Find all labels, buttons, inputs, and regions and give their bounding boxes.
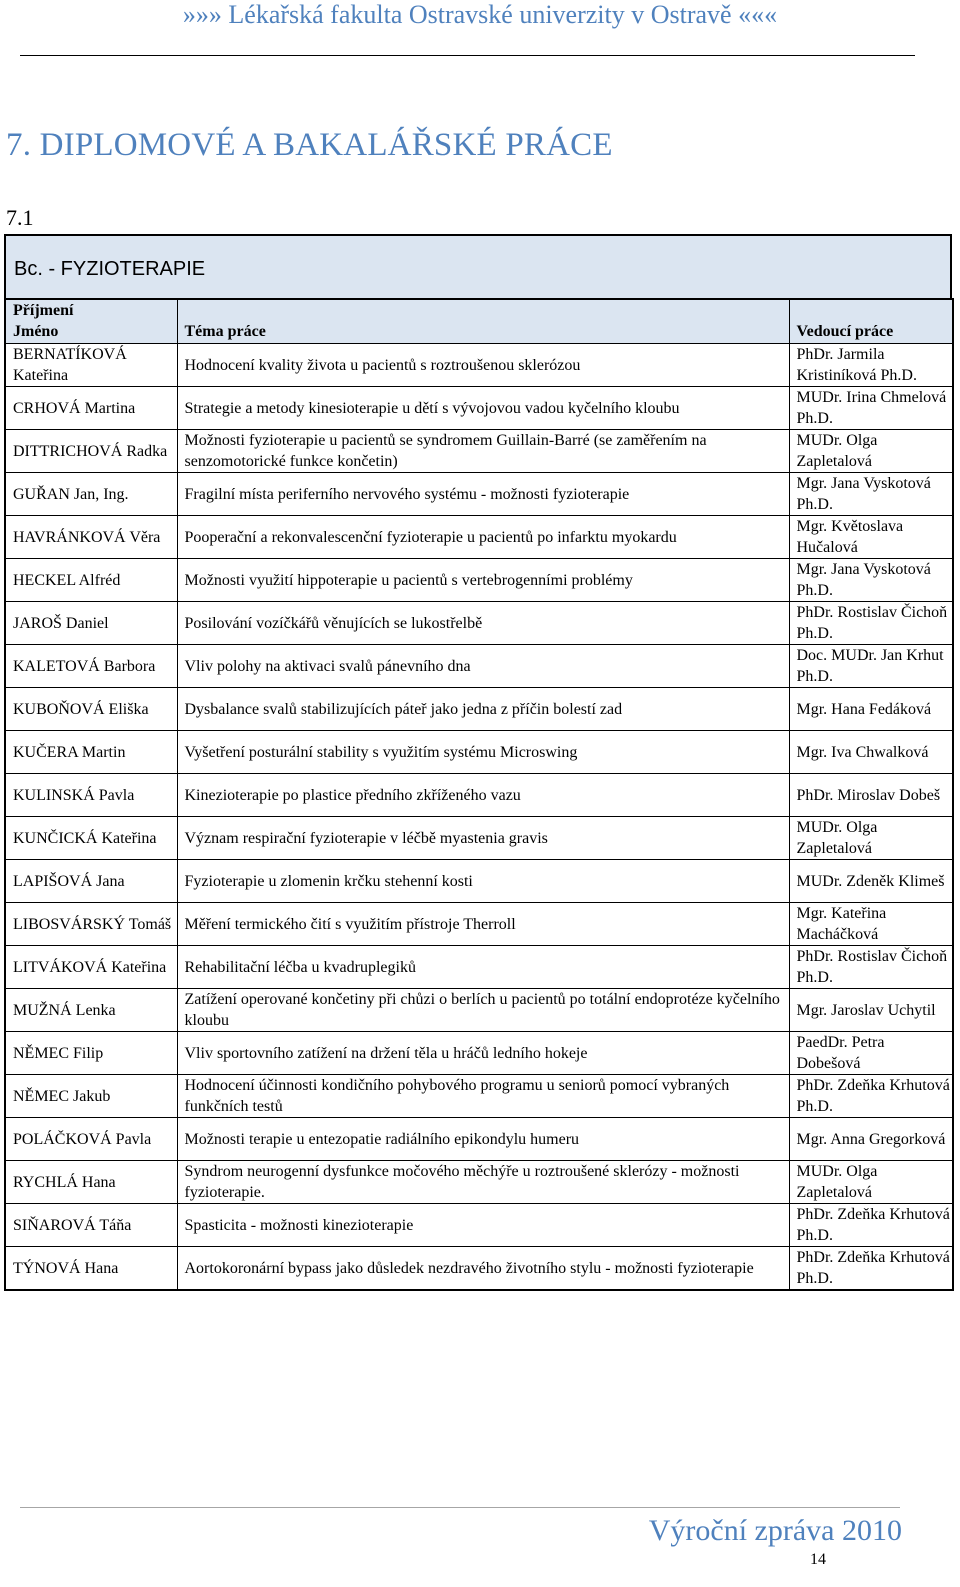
table-row — [5, 430, 953, 473]
cell-student-name: GUŘAN Jan, Ing. — [5, 473, 177, 516]
cell-thesis-topic: Možnosti využití hippoterapie u pacientů s vertebrogenními problémy — [177, 559, 789, 602]
cell-supervisor: Mgr. Jaroslav Uchytil — [789, 989, 953, 1032]
table-row — [5, 860, 953, 903]
cell-student-name: HAVRÁNKOVÁ Věra — [5, 516, 177, 559]
column-header-name — [5, 299, 177, 344]
cell-thesis-topic: Syndrom neurogenní dysfunkce močového měchýře u roztroušené sklerózy - možnosti fyzioterapie. — [177, 1161, 789, 1204]
cell-supervisor: MUDr. Zdeněk Klimeš — [789, 860, 953, 903]
cell-student-name: KULINSKÁ Pavla — [5, 774, 177, 817]
cell-thesis-topic: Vliv sportovního zatížení na držení těla u hráčů ledního hokeje — [177, 1032, 789, 1075]
cell-thesis-topic: Posilování vozíčkářů věnujících se lukostřelbě — [177, 602, 789, 645]
table-row — [5, 645, 953, 688]
footer-title: Výroční zpráva 2010 — [648, 1514, 902, 1547]
table-row — [5, 559, 953, 602]
table-row — [5, 387, 953, 430]
cell-supervisor: PhDr. Miroslav Dobeš — [789, 774, 953, 817]
table-row — [5, 1161, 953, 1204]
cell-supervisor: MUDr. Olga Zapletalová — [789, 1161, 953, 1204]
cell-thesis-topic: Možnosti fyzioterapie u pacientů se syndromem Guillain-Barré (se zaměřením na senzomotorické funkce končetin) — [177, 430, 789, 473]
table-row — [5, 1247, 953, 1291]
cell-thesis-topic: Aortokoronární bypass jako důsledek nezdravého životního stylu - možnosti fyzioterapie — [177, 1247, 789, 1291]
cell-thesis-topic: Fragilní místa periferního nervového systému - možnosti fyzioterapie — [177, 473, 789, 516]
cell-thesis-topic: Hodnocení účinnosti kondičního pohybového programu u seniorů pomocí vybraných funkčních testů — [177, 1075, 789, 1118]
cell-student-name: BERNATÍKOVÁ Kateřina — [5, 344, 177, 387]
cell-student-name: LIBOSVÁRSKÝ Tomáš — [5, 903, 177, 946]
cell-supervisor: Mgr. Jana Vyskotová Ph.D. — [789, 473, 953, 516]
column-header-topic: Téma práce — [177, 299, 789, 344]
cell-student-name: TÝNOVÁ Hana — [5, 1247, 177, 1291]
cell-supervisor: MUDr. Olga Zapletalová — [789, 817, 953, 860]
cell-thesis-topic: Měření termického čití s využitím přístroje Therroll — [177, 903, 789, 946]
cell-student-name: CRHOVÁ Martina — [5, 387, 177, 430]
cell-thesis-topic: Strategie a metody kinesioterapie u dětí s vývojovou vadou kyčelního kloubu — [177, 387, 789, 430]
cell-thesis-topic: Fyzioterapie u zlomenin krčku stehenní kosti — [177, 860, 789, 903]
table-row — [5, 774, 953, 817]
cell-thesis-topic: Hodnocení kvality života u pacientů s roztroušenou sklerózou — [177, 344, 789, 387]
table-row — [5, 602, 953, 645]
cell-thesis-topic: Spasticita - možnosti kinezioterapie — [177, 1204, 789, 1247]
section-title: Bc. - FYZIOTERAPIE — [14, 258, 206, 280]
table-row — [5, 731, 953, 774]
cell-student-name: SIŇAROVÁ Táňa — [5, 1204, 177, 1247]
table-row — [5, 1075, 953, 1118]
cell-student-name: DITTRICHOVÁ Radka — [5, 430, 177, 473]
table-row — [5, 817, 953, 860]
cell-supervisor: MUDr. Olga Zapletalová — [789, 430, 953, 473]
cell-thesis-topic: Zatížení operované končetiny při chůzi o berlích u pacientů po totální endoprotéze kyčelního kloubu — [177, 989, 789, 1032]
cell-supervisor: Mgr. Květoslava Hučalová — [789, 516, 953, 559]
table-row — [5, 989, 953, 1032]
cell-student-name: LAPIŠOVÁ Jana — [5, 860, 177, 903]
cell-student-name: POLÁČKOVÁ Pavla — [5, 1118, 177, 1161]
table-row — [5, 344, 953, 387]
table-row — [5, 516, 953, 559]
cell-supervisor: Mgr. Anna Gregorková — [789, 1118, 953, 1161]
cell-thesis-topic: Rehabilitační léčba u kvadruplegiků — [177, 946, 789, 989]
cell-thesis-topic: Kinezioterapie po plastice předního zkříženého vazu — [177, 774, 789, 817]
column-header-supervisor: Vedoucí práce — [789, 299, 953, 344]
chapter-title: 7. DIPLOMOVÉ A BAKALÁŘSKÉ PRÁCE — [6, 127, 613, 163]
cell-thesis-topic: Možnosti terapie u entezopatie radiálního epikondylu humeru — [177, 1118, 789, 1161]
footer-rule — [20, 1507, 900, 1508]
table-row — [5, 946, 953, 989]
cell-student-name: KALETOVÁ Barbora — [5, 645, 177, 688]
cell-thesis-topic: Vyšetření posturální stability s využitím systému Microswing — [177, 731, 789, 774]
cell-student-name: MUŽNÁ Lenka — [5, 989, 177, 1032]
cell-student-name: NĚMEC Jakub — [5, 1075, 177, 1118]
table-row — [5, 473, 953, 516]
column-header-name-text: Příjmení Jméno — [13, 302, 74, 340]
cell-thesis-topic: Vliv polohy na aktivaci svalů pánevního dna — [177, 645, 789, 688]
cell-supervisor: PaedDr. Petra Dobešová — [789, 1032, 953, 1075]
cell-supervisor: Mgr. Kateřina Macháčková — [789, 903, 953, 946]
cell-student-name: LITVÁKOVÁ Kateřina — [5, 946, 177, 989]
header-rule — [20, 55, 915, 56]
cell-student-name: HECKEL Alfréd — [5, 559, 177, 602]
cell-supervisor: PhDr. Rostislav Čichoň Ph.D. — [789, 602, 953, 645]
cell-thesis-topic: Význam respirační fyzioterapie v léčbě myastenia gravis — [177, 817, 789, 860]
table-row — [5, 1204, 953, 1247]
cell-student-name: RYCHLÁ Hana — [5, 1161, 177, 1204]
cell-supervisor: Mgr. Jana Vyskotová Ph.D. — [789, 559, 953, 602]
table-header-row — [5, 299, 953, 344]
table-row — [5, 1118, 953, 1161]
section-banner — [4, 234, 952, 298]
cell-student-name: NĚMEC Filip — [5, 1032, 177, 1075]
cell-supervisor: PhDr. Zdeňka Krhutová Ph.D. — [789, 1075, 953, 1118]
section-number: 7.1 — [6, 205, 34, 230]
cell-supervisor: MUDr. Irina Chmelová Ph.D. — [789, 387, 953, 430]
table-row — [5, 688, 953, 731]
theses-table — [4, 298, 954, 1291]
cell-student-name: KUBOŇOVÁ Eliška — [5, 688, 177, 731]
cell-supervisor: PhDr. Zdeňka Krhutová Ph.D. — [789, 1204, 953, 1247]
cell-thesis-topic: Dysbalance svalů stabilizujících páteř jako jedna z příčin bolestí zad — [177, 688, 789, 731]
cell-student-name: KUNČICKÁ Kateřina — [5, 817, 177, 860]
cell-student-name: KUČERA Martin — [5, 731, 177, 774]
table-row — [5, 1032, 953, 1075]
cell-supervisor: PhDr. Rostislav Čichoň Ph.D. — [789, 946, 953, 989]
cell-supervisor: Doc. MUDr. Jan Krhut Ph.D. — [789, 645, 953, 688]
cell-supervisor: PhDr. Jarmila Kristiníková Ph.D. — [789, 344, 953, 387]
cell-supervisor: Mgr. Hana Fedáková — [789, 688, 953, 731]
cell-thesis-topic: Pooperační a rekonvalescenční fyzioterapie u pacientů po infarktu myokardu — [177, 516, 789, 559]
cell-supervisor: PhDr. Zdeňka Krhutová Ph.D. — [789, 1247, 953, 1291]
running-header: »»» Lékařská fakulta Ostravské univerzity v Ostravě ««« — [182, 0, 778, 29]
table-body — [5, 344, 953, 1291]
page-number: 14 — [810, 1551, 826, 1568]
cell-supervisor: Mgr. Iva Chwalková — [789, 731, 953, 774]
table-row — [5, 903, 953, 946]
cell-student-name: JAROŠ Daniel — [5, 602, 177, 645]
